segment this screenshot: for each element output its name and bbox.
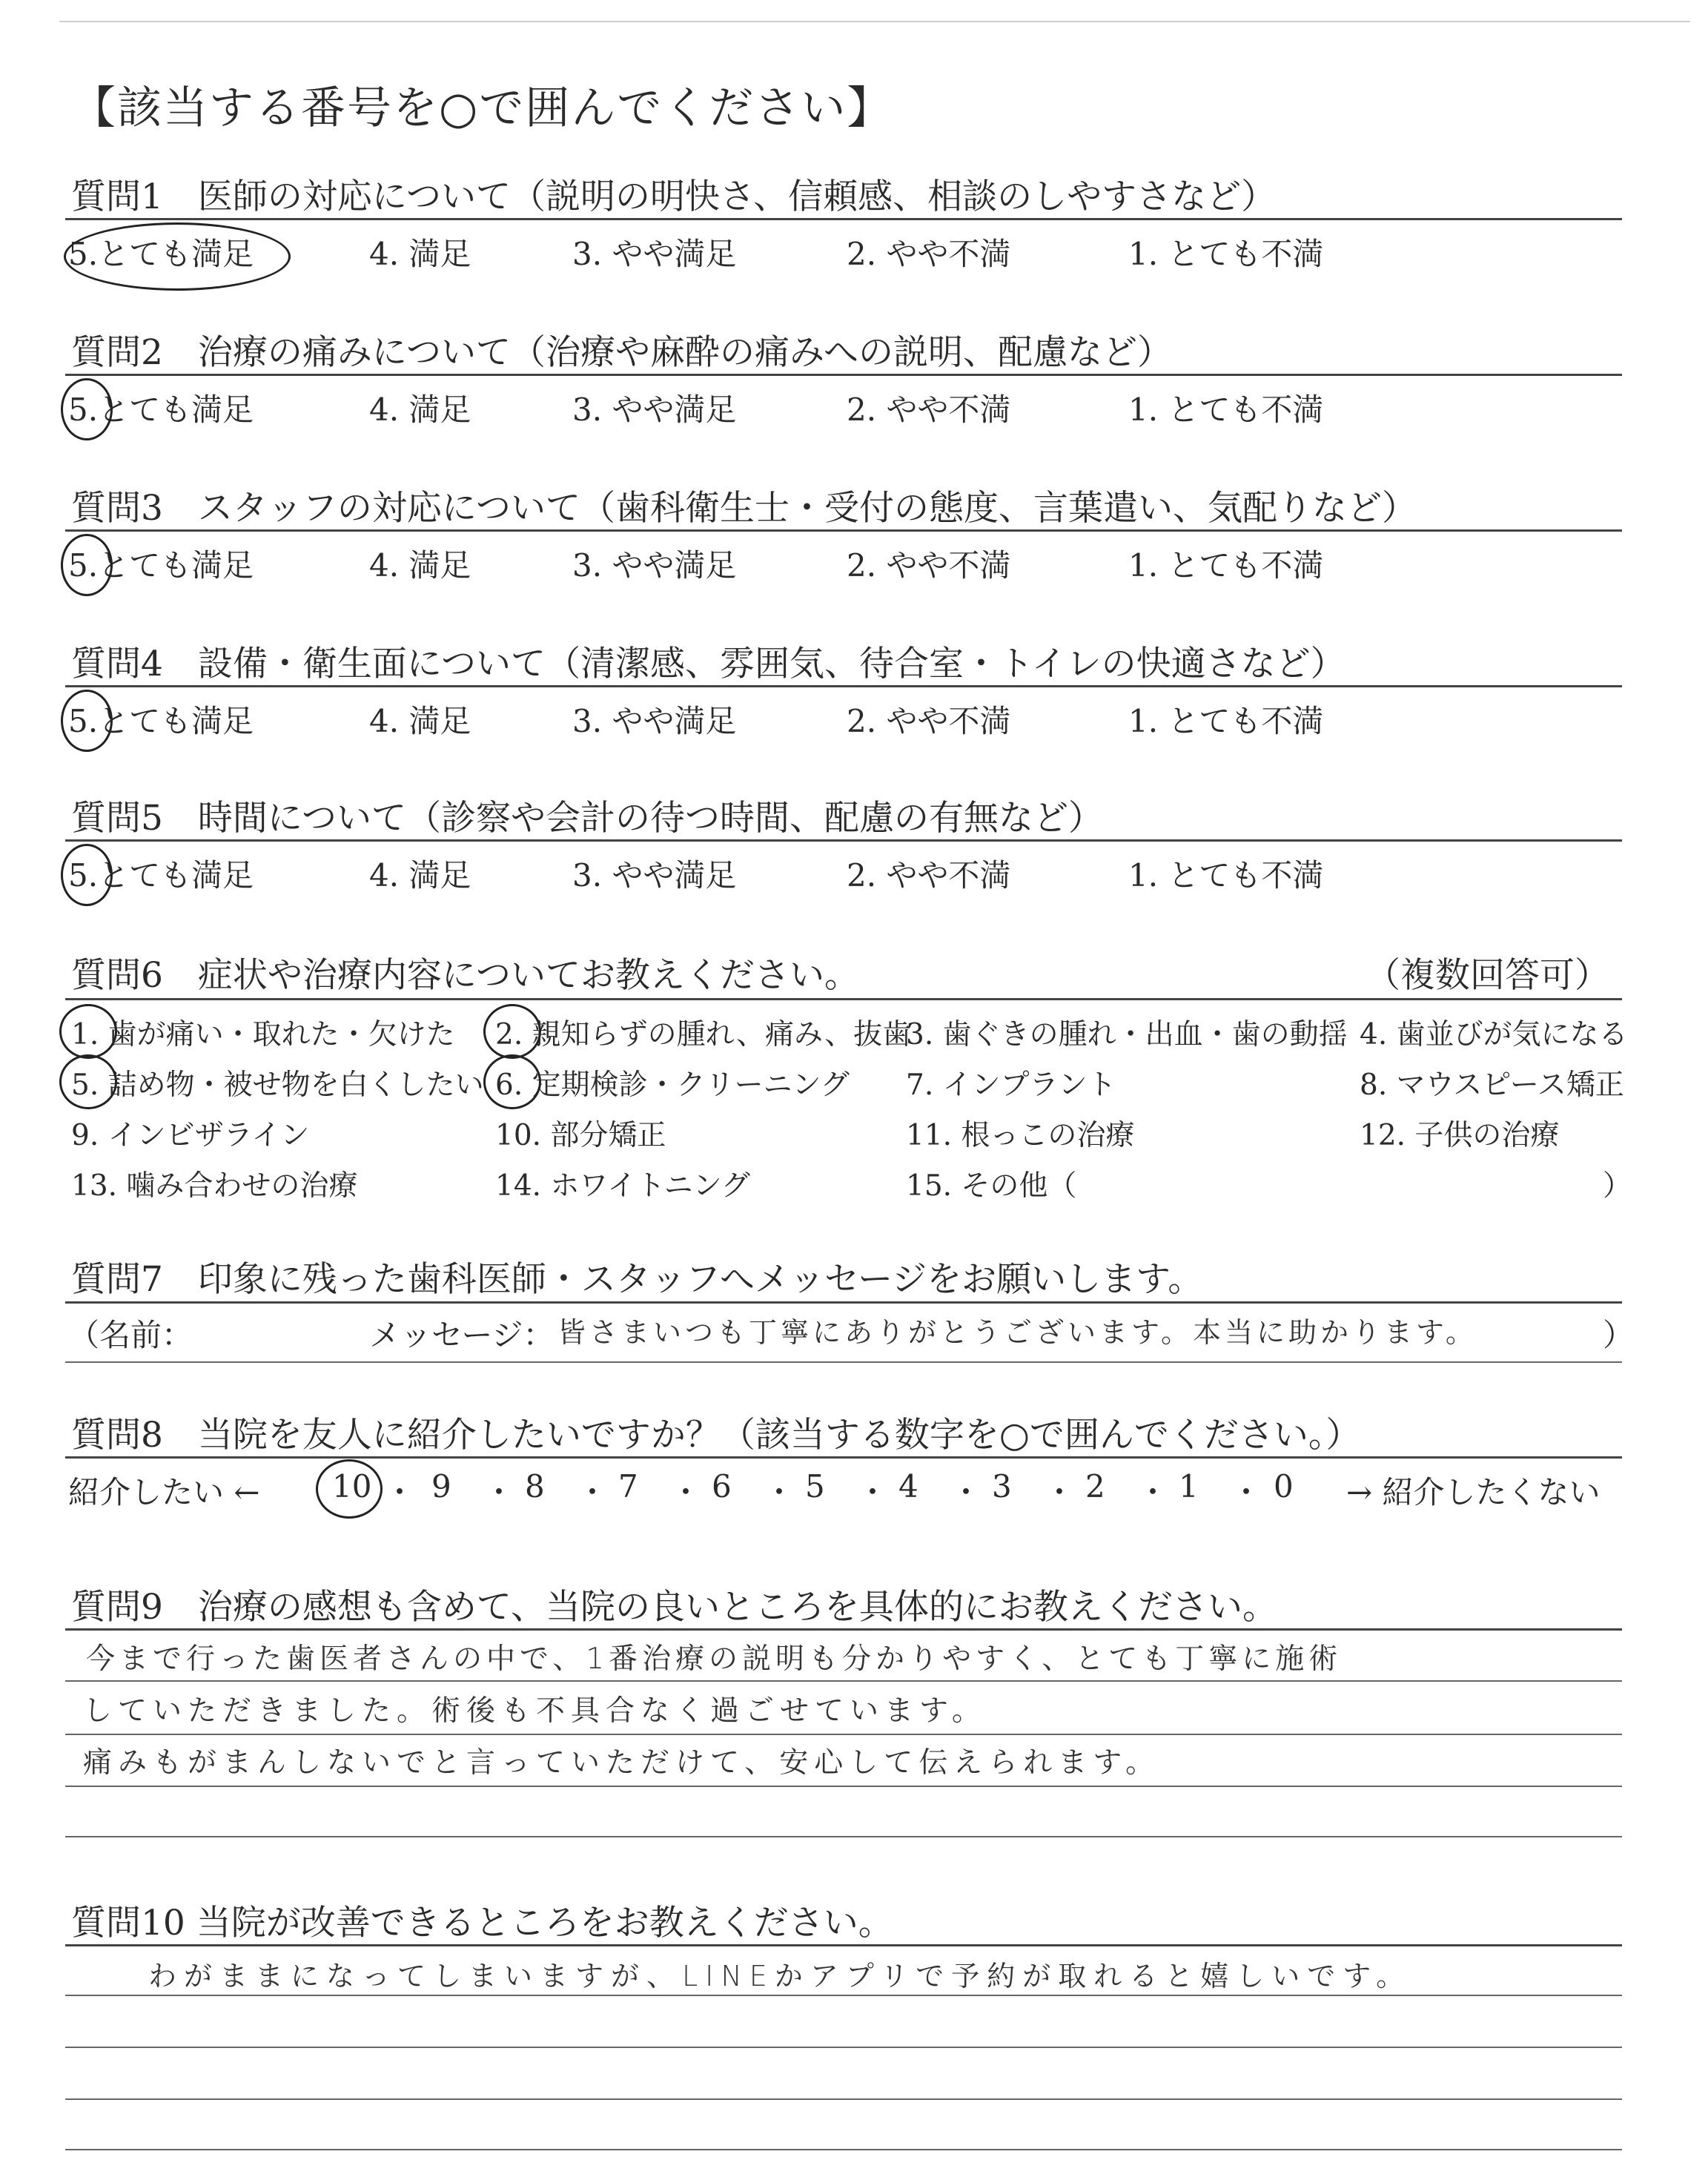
q6-selection-circle-5 <box>59 1054 117 1109</box>
q6-option-13[interactable]: 13. 噛み合わせの治療 <box>71 1169 358 1203</box>
q7-title: 質問7 印象に残った歯科医師・スタッフへメッセージをお願いします。 <box>71 1259 1203 1300</box>
q9-title: 質問9 治療の感想も含めて、当院の良いところを具体的にお教えください。 <box>71 1587 1277 1628</box>
q1-title: 質問1 医師の対応について（説明の明快さ、信頼感、相談のしやすさなど） <box>71 176 1277 217</box>
q8-separator-dot: ・ <box>483 1474 515 1510</box>
q8-value-8[interactable]: 8 <box>525 1468 545 1505</box>
q8-separator-dot: ・ <box>764 1474 795 1510</box>
q6-selection-circle-2 <box>483 1004 541 1059</box>
q4-option-1[interactable]: 1. とても不満 <box>1128 703 1324 739</box>
q6-rule <box>65 998 1622 1000</box>
q6-multiple-answer-note: （複数回答可） <box>1366 955 1609 996</box>
q1-option-2[interactable]: 2. やや不満 <box>847 236 1011 272</box>
q3-option-3[interactable]: 3. やや満足 <box>572 547 737 584</box>
q8-title: 質問8 当院を友人に紹介したいですか？（該当する数字を○で囲んでください。） <box>71 1415 1361 1456</box>
q8-separator-dot: ・ <box>950 1474 982 1510</box>
q7-message-label: メッセージ： <box>369 1317 555 1353</box>
q9-answer-line-1 <box>65 1680 1622 1682</box>
q9-handwritten-line-2[interactable]: していただきました。術後も不具合なく過ごせています。 <box>83 1694 987 1728</box>
q8-value-10[interactable]: 10 <box>332 1468 372 1505</box>
q8-value-9[interactable]: 9 <box>431 1468 451 1505</box>
q3-option-4[interactable]: 4. 満足 <box>369 547 471 584</box>
q2-selection-circle <box>61 378 113 440</box>
q5-option-5[interactable]: 5.とても満足 <box>68 857 254 894</box>
q1-rule <box>65 218 1622 220</box>
q8-value-2[interactable]: 2 <box>1085 1468 1105 1505</box>
page-top-border <box>59 21 1690 22</box>
q8-value-1[interactable]: 1 <box>1179 1468 1199 1505</box>
q7-rule <box>65 1301 1622 1304</box>
q6-option-2[interactable]: 2. 親知らずの腫れ、痛み、抜歯 <box>495 1018 912 1051</box>
q6-option-15[interactable]: 15. その他（ <box>906 1169 1077 1203</box>
q1-selection-circle <box>64 222 291 291</box>
q2-rule <box>65 374 1622 376</box>
q1-option-3[interactable]: 3. やや満足 <box>572 236 737 272</box>
q2-title: 質問2 治療の痛みについて（治療や麻酔の痛みへの説明、配慮など） <box>71 332 1173 373</box>
q8-value-3[interactable]: 3 <box>992 1468 1012 1505</box>
q6-option-6[interactable]: 6. 定期検診・クリーニング <box>495 1069 850 1102</box>
q8-right-label: → 紹介したくない <box>1346 1474 1601 1510</box>
q5-option-3[interactable]: 3. やや満足 <box>572 857 737 894</box>
q6-option-4[interactable]: 4. 歯並びが気になる <box>1360 1018 1628 1051</box>
q6-option-12[interactable]: 12. 子供の治療 <box>1360 1119 1560 1152</box>
q4-option-3[interactable]: 3. やや満足 <box>572 703 737 739</box>
q8-separator-dot: ・ <box>384 1474 416 1510</box>
q8-left-label: 紹介したい ← <box>68 1474 260 1510</box>
q8-separator-dot: ・ <box>1137 1474 1169 1510</box>
q7-handwritten-message[interactable]: 皆さまいつも丁寧にありがとうございます。本当に助かります。 <box>557 1316 1477 1349</box>
q8-separator-dot: ・ <box>1044 1474 1076 1510</box>
q5-title: 質問5 時間について（診察や会計の待つ時間、配慮の有無など） <box>71 798 1103 839</box>
instruction-header: 【該当する番号を○で囲んでください】 <box>71 82 893 134</box>
q2-option-2[interactable]: 2. やや不満 <box>847 392 1011 428</box>
q3-option-1[interactable]: 1. とても不満 <box>1128 547 1324 584</box>
q6-option-10[interactable]: 10. 部分矯正 <box>495 1119 666 1152</box>
q6-selection-circle-1 <box>59 1004 117 1059</box>
q8-value-4[interactable]: 4 <box>898 1468 918 1505</box>
q4-option-4[interactable]: 4. 満足 <box>369 703 471 739</box>
q6-option-1[interactable]: 1. 歯が痛い・取れた・欠けた <box>71 1018 455 1051</box>
q8-rule <box>65 1456 1622 1459</box>
q6-option-5[interactable]: 5. 詰め物・被せ物を白くしたい <box>71 1069 484 1102</box>
q7-close-paren: ） <box>1603 1317 1635 1353</box>
q4-rule <box>65 685 1622 687</box>
q6-selection-circle-6 <box>483 1054 541 1109</box>
q8-separator-dot: ・ <box>1231 1474 1262 1510</box>
q2-option-5[interactable]: 5.とても満足 <box>68 392 254 428</box>
q5-selection-circle <box>61 844 113 906</box>
q8-separator-dot: ・ <box>670 1474 702 1510</box>
q6-option-9[interactable]: 9. インビザライン <box>71 1119 310 1152</box>
q5-option-1[interactable]: 1. とても不満 <box>1128 857 1324 894</box>
q8-separator-dot: ・ <box>857 1474 889 1510</box>
q10-handwritten-line-1[interactable]: わがままになってしまいますが、LINEかアプリで予約が取れると嬉しいです。 <box>148 1960 1412 1992</box>
q10-rule <box>65 1944 1622 1946</box>
q3-rule <box>65 529 1622 532</box>
q7-answer-line <box>65 1361 1622 1363</box>
q6-other-close-paren: ） <box>1603 1169 1632 1203</box>
q10-answer-line-4 <box>65 2149 1622 2150</box>
q7-name-label: （名前： <box>68 1317 193 1353</box>
q2-option-1[interactable]: 1. とても不満 <box>1128 392 1324 428</box>
q8-value-6[interactable]: 6 <box>712 1468 732 1505</box>
q3-title: 質問3 スタッフの対応について（歯科衛生士・受付の態度、言葉遣い、気配りなど） <box>71 488 1417 529</box>
q10-answer-line-3 <box>65 2098 1622 2100</box>
q8-value-0[interactable]: 0 <box>1274 1468 1294 1505</box>
q6-option-3[interactable]: 3. 歯ぐきの腫れ・出血・歯の動揺 <box>906 1018 1348 1051</box>
q8-selection-circle <box>316 1459 383 1519</box>
q5-option-2[interactable]: 2. やや不満 <box>847 857 1011 894</box>
q5-option-4[interactable]: 4. 満足 <box>369 857 471 894</box>
q4-option-5[interactable]: 5.とても満足 <box>68 703 254 739</box>
q1-option-5[interactable]: 5.とても満足 <box>68 236 254 272</box>
q10-answer-line-2 <box>65 2047 1622 2048</box>
q8-value-5[interactable]: 5 <box>805 1468 825 1505</box>
q10-answer-line-1 <box>65 1995 1622 1996</box>
q9-handwritten-line-1[interactable]: 今まで行った歯医者さんの中で、1番治療の説明も分かりやすく、とても丁寧に施術 <box>86 1642 1343 1676</box>
q6-option-7[interactable]: 7. インプラント <box>906 1069 1116 1102</box>
q6-option-11[interactable]: 11. 根っこの治療 <box>906 1119 1135 1152</box>
q4-selection-circle <box>61 690 113 752</box>
q9-answer-line-3 <box>65 1786 1622 1787</box>
q2-option-4[interactable]: 4. 満足 <box>369 392 471 428</box>
q4-option-2[interactable]: 2. やや不満 <box>847 703 1011 739</box>
q2-option-3[interactable]: 3. やや満足 <box>572 392 737 428</box>
q6-option-8[interactable]: 8. マウスピース矯正 <box>1360 1069 1624 1102</box>
q9-handwritten-line-3[interactable]: 痛みもがまんしないでと言っていただけて、安心して伝えられます。 <box>83 1746 1161 1780</box>
q1-option-4[interactable]: 4. 満足 <box>369 236 471 272</box>
q4-title: 質問4 設備・衛生面について（清潔感、雰囲気、待合室・トイレの快適さなど） <box>71 644 1345 684</box>
q3-option-2[interactable]: 2. やや不満 <box>847 547 1011 584</box>
q5-rule <box>65 839 1622 842</box>
q3-option-5[interactable]: 5.とても満足 <box>68 547 254 584</box>
q1-option-1[interactable]: 1. とても不満 <box>1128 236 1324 272</box>
q9-answer-line-2 <box>65 1734 1622 1735</box>
q10-title: 質問10 当院が改善できるところをお教えください。 <box>71 1903 893 1943</box>
q9-answer-line-4 <box>65 1836 1622 1837</box>
q3-selection-circle <box>61 534 113 596</box>
q6-title: 質問6 症状や治療内容についてお教えください。 <box>71 955 859 996</box>
q6-option-14[interactable]: 14. ホワイトニング <box>495 1169 750 1203</box>
q8-separator-dot: ・ <box>577 1474 609 1510</box>
q9-rule <box>65 1628 1622 1631</box>
q8-value-7[interactable]: 7 <box>618 1468 638 1505</box>
